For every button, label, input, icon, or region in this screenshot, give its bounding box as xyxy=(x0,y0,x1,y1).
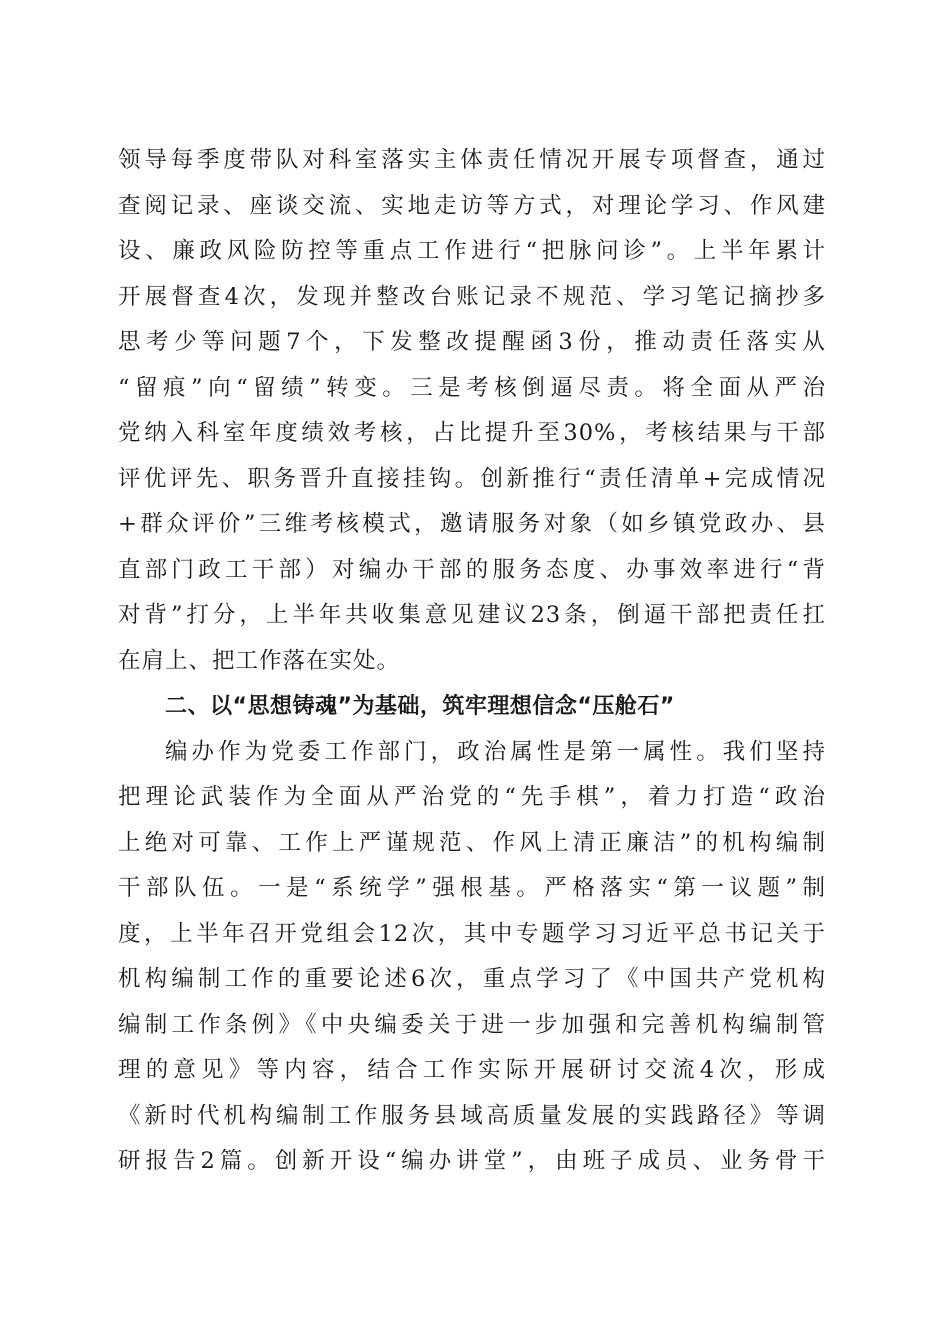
paragraph-line: 理的意见》等内容，结合工作实际开展研讨交流4次，形成 xyxy=(118,1057,826,1083)
paragraph-line: 对背”打分，上半年共收集意见建议23条，倒逼干部把责任扛 xyxy=(118,602,826,628)
paragraph-2 xyxy=(118,730,826,1185)
paragraph-line: 党纳入科室年度绩效考核，占比提升至30%，考核结果与干部 xyxy=(118,420,826,446)
paragraph-line: 领导每季度带队对科室落实主体责任情况开展专项督查，通过 xyxy=(118,147,826,173)
paragraph-line: 评优评先、职务晋升直接挂钩。创新推行“责任清单+完成情况 xyxy=(118,465,826,492)
paragraph-line: 设、廉政风险防控等重点工作进行“把脉问诊”。上半年累计 xyxy=(118,238,826,264)
paragraph-line: 把理论武装作为全面从严治党的“先手棋”，着力打造“政治 xyxy=(118,784,826,810)
paragraph-line: 干部队伍。一是“系统学”强根基。严格落实“第一议题”制 xyxy=(118,875,826,901)
paragraph-line: “留痕”向“留绩”转变。三是考核倒逼尽责。将全面从严治 xyxy=(118,374,826,401)
paragraph-line: +群众评价”三维考核模式，邀请服务对象（如乡镇党政办、县 xyxy=(118,511,826,537)
paragraph-line: 直部门政工干部）对编办干部的服务态度、办事效率进行“背 xyxy=(118,556,826,583)
paragraph-line: 上绝对可靠、工作上严谨规范、作风上清正廉洁”的机构编制 xyxy=(118,829,826,856)
paragraph-line: 度，上半年召开党组会12次，其中专题学习习近平总书记关于 xyxy=(118,920,826,947)
paragraph-line: 思考少等问题7个，下发整改提醒函3份，推动责任落实从 xyxy=(118,329,826,355)
paragraph-line: 查阅记录、座谈交流、实地走访等方式，对理论学习、作风建 xyxy=(118,192,826,219)
paragraph-line: 机构编制工作的重要论述6次，重点学习了《中国共产党机构 xyxy=(118,966,826,992)
paragraph-line: 编制工作条例》《中央编委关于进一步加强和完善机构编制管 xyxy=(118,1011,826,1038)
section-heading: 二、以“思想铸魂”为基础，筑牢理想信念“压舱石” xyxy=(165,694,675,719)
paragraph-line: 编办作为党委工作部门，政治属性是第一属性。我们坚持 xyxy=(165,738,826,765)
paragraph-line: 开展督查4次，发现并整改台账记录不规范、学习笔记摘抄多 xyxy=(118,283,826,310)
paragraph-line: 在肩上、把工作落在实处。 xyxy=(118,647,401,674)
document-page xyxy=(118,138,826,1185)
paragraph-line: 研报告2篇。创新开设“编办讲堂”，由班子成员、业务骨干 xyxy=(118,1148,826,1174)
paragraph-line: 《新时代机构编制工作服务县域高质量发展的实践路径》等调 xyxy=(118,1102,826,1129)
paragraph-1 xyxy=(118,138,826,684)
